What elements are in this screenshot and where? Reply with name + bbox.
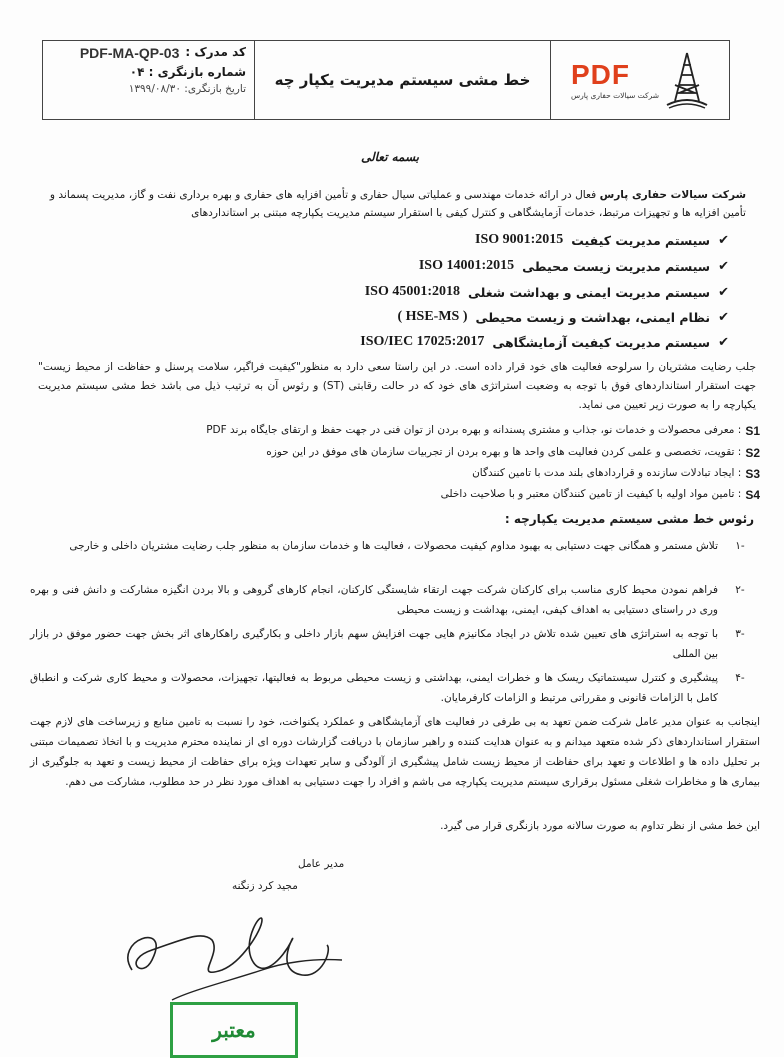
check-icon: ✔: [718, 258, 729, 274]
principle-text: با توجه به استراتژی های تعیین شده تلاش در ایجاد مکانیزم هایی جهت افزایش سهم بازار داخلی و بکارگیری راهکارهای اثر بخش جهت حضور موفق در بازار بین المللی: [30, 628, 718, 660]
revision-date-row: [51, 83, 246, 95]
strategy-item: [160, 424, 760, 438]
standard-name: سیستم مدیریت کیفیت آزمایشگاهی: [492, 334, 711, 350]
standard-code: ISO 45001:2018: [364, 284, 460, 299]
document-code-cell: [43, 41, 255, 119]
check-icon: ✔: [718, 284, 729, 300]
document-title: خط مشی سیستم مدیریت یکپار چه: [255, 41, 551, 119]
principle-text: تلاش مستمر و همگانی جهت دستیابی به بهبود مداوم کیفیت محصولات ، فعالیت ها و خدمات سازمان به منظور جلب رضایت مشتریان داخلی و خارجی: [69, 540, 718, 552]
validity-stamp: معتبر: [170, 1002, 298, 1058]
strategy-text: : معرفی محصولات و خدمات نو، جذاب و مشتری پسندانه و بهره بردن از توان فنی در جهت حفظ و ارتقای جایگاه برند PDF: [206, 424, 742, 436]
standard-item: [309, 258, 729, 274]
principle-number: -۳: [735, 628, 745, 640]
strategy-text: : تامین مواد اولیه با کیفیت از تامین کنندگان معتبر و با صلاحیت داخلی: [440, 488, 742, 500]
check-icon: ✔: [718, 232, 729, 248]
strategy-item: [160, 446, 760, 460]
commitment-paragraph: اینجانب به عنوان مدیر عامل شرکت ضمن تعهد به بی طرفی در فعالیت های آزمایشگاهی و عملکرد یکنواخت، خود را نسبت به تامین منابع و زیرساخت های لازم جهت استقرار استانداردهای ذکر شده متعهد میدانم و به عنوان هدایت کننده و راهبر سازمان با دریافت گزارشات دوره ای از نماینده محترم مدیریت و با اتخاذ تصمیمات مبتنی بر تحلیل داده ها و اطلاعات و تعهد برای حفاظت از محیط زیست شامل پیشگیری از آلودگی و سایر تعهدات ویژه برای حفاظت از محیط زیست و تعهد به جلوگیری از بیماری ها و مخاطرات شغلی مسئول برقراری سیستم مدیریت یکپارچه می باشم و افراد را جهت دستیابی به اهداف مورد نظر در حد مطلوب، مشارکت می دهم.: [30, 716, 760, 788]
standard-item: [309, 232, 729, 248]
company-logo: [551, 41, 729, 119]
principle-number: -۴: [735, 672, 745, 684]
standard-item: [309, 309, 729, 325]
standard-name: سیستم مدیریت زیست محیطی: [522, 258, 711, 274]
revision-number: شماره بازنگری : ۰۴: [129, 65, 246, 79]
standard-name: نظام ایمنی، بهداشت و زیست محیطی: [475, 309, 711, 325]
principle-item: [30, 624, 754, 664]
revision-row: [51, 65, 246, 79]
strategy-item: [160, 467, 760, 481]
principles-heading: رئوس خط مشی سیستم مدیریت یکپارچه :: [504, 512, 754, 526]
bismillah: بسمه تعالی: [360, 150, 420, 164]
strategy-text: : ایجاد تبادلات سازنده و قراردادهای بلند مدت با تامین کنندگان: [472, 467, 742, 479]
mission-paragraph: جلب رضایت مشتریان را سرلوحه فعالیت های خود قرار داده است. در این راستا سعی دارد به منظور"کیفیت فراگیر، سلامت پرسنل و حفاظت از محیط زیست" جهت استقرار استانداردهای فوق با توجه به وضعیت استراتژی های خود که در حالت رقابتی (ST) و رئوس آن به ترتیب ذیل می باشد خط مشی سیستم مدیریت یکپارچه را به صورت زیر تعیین می نماید.: [38, 361, 756, 411]
strategy-item: [160, 488, 760, 502]
standard-code: ISO 9001:2015: [475, 232, 564, 247]
principle-text: پیشگیری و کنترل سیستماتیک ریسک ها و خطرات ایمنی، بهداشتی و زیست محیطی مربوط به فعالیتها، تجهیزات، محصولات و محیط کاری شرکت و انطباق کامل با الزامات قانونی و مقرراتی مرتبط و الزامات کارفرمایان.: [30, 672, 718, 704]
review-note: این خط مشی از نظر تداوم به صورت سالانه مورد بازنگری قرار می گیرد.: [440, 820, 760, 832]
company-name: شرکت سیالات حفاری پارس: [599, 189, 746, 201]
principle-number: -۱: [735, 540, 745, 552]
intro-text: فعال در ارائه خدمات مهندسی و عملیاتی سیال حفاری و تأمین افزایه های حفاری و بهره برداری نفت و گاز، مدیریت پسماند و تأمین افزایه ها و تجهیزات مرتبط، خدمات آزمایشگاهی و کنترل کیفی با استقرار سیستم مدیریت یکپارچه مبتنی بر استانداردهای: [49, 189, 746, 219]
principle-item: [30, 668, 754, 708]
intro-paragraph: [42, 186, 746, 222]
signature-name: مجید کرد زنگنه: [232, 880, 298, 892]
principle-number: -۲: [735, 584, 745, 596]
standard-code: ( HSE-MS ): [397, 309, 468, 324]
check-icon: ✔: [718, 334, 729, 350]
strategy-text: : تقویت، تخصصی و علمی کردن فعالیت های واحد ها و بهره بردن از تجربیات سازمان های موفق در این حوزه: [266, 446, 742, 458]
strategy-tag: S3: [745, 467, 760, 481]
principle-text: فراهم نمودن محیط کاری مناسب برای کارکنان شرکت جهت ارتقاء شایستگی کارکنان، انجام کارهای گروهی و بالا بردن انگیزه مشارکت و دانش فنی و بهره وری در راستای دستیابی به اهداف کیفی، ایمنی، بهداشت و زیست محیطی: [30, 584, 718, 616]
check-icon: ✔: [718, 309, 729, 325]
standard-name: سیستم مدیریت کیفیت: [571, 232, 711, 248]
handwritten-signature: [112, 900, 352, 1010]
strategy-tag: S2: [745, 446, 760, 460]
strategy-tag: S1: [745, 424, 760, 438]
logo-text: PDF: [570, 58, 630, 90]
standard-item: [309, 284, 729, 300]
standard-item: [309, 334, 729, 350]
principle-item: [30, 536, 754, 556]
standard-name: سیستم مدیریت ایمنی و بهداشت شغلی: [468, 284, 711, 300]
document-code: PDF-MA-QP-03: [79, 45, 180, 61]
document-code-label: کد مدرک :: [185, 45, 246, 59]
document-header: [42, 40, 730, 120]
standard-code: ISO/IEC 17025:2017: [360, 334, 485, 349]
revision-date: تاریخ بازنگری: ۱۳۹۹/۰۸/۳۰: [128, 83, 246, 95]
standard-code: ISO 14001:2015: [418, 258, 515, 273]
logo-subtitle: شرکت سیالات حفاری پارس: [570, 90, 660, 100]
signature-role: مدیر عامل: [298, 858, 345, 870]
document-code-row: [51, 45, 246, 61]
principle-item: [30, 580, 754, 620]
drilling-rig-icon: [665, 51, 709, 109]
strategy-tag: S4: [745, 488, 760, 502]
